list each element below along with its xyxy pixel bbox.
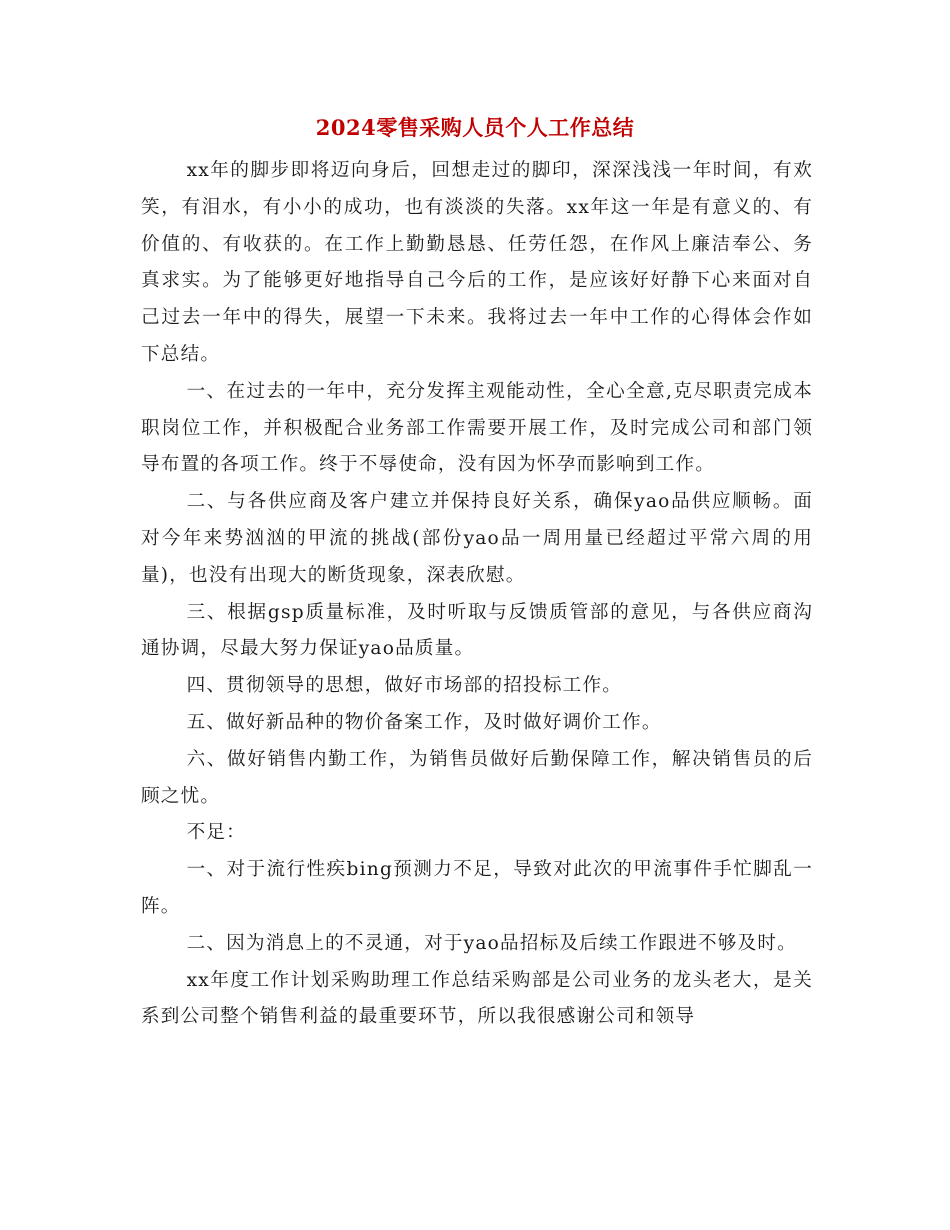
document-title: 2024零售采购人员个人工作总结 bbox=[315, 115, 635, 140]
paragraph-item-6: 六、做好销售内勤工作，为销售员做好后勤保障工作，解决销售员的后顾之忧。 bbox=[141, 748, 813, 807]
paragraph-item-4: 四、贯彻领导的思想，做好市场部的招投标工作。 bbox=[186, 675, 623, 697]
paragraph-item-2: 二、与各供应商及客户建立并保持良好关系，确保yao品供应顺畅。面对今年来势汹汹的甲流的挑战(部份yao品一周用量已经超过平常六周的用量)，也没有出现大的断货现象，深表欣慰。 bbox=[141, 491, 813, 586]
document-body bbox=[141, 153, 813, 1036]
paragraph-shortcoming-2: 二、因为消息上的不灵通，对于yao品招标及后续工作跟进不够及时。 bbox=[186, 932, 797, 954]
paragraph-shortcomings-heading: 不足： bbox=[186, 822, 246, 844]
paragraph-plan: xx年度工作计划采购助理工作总结采购部是公司业务的龙头老大，是关系到公司整个销售利益的最重要环节，所以我很感谢公司和领导 bbox=[141, 969, 813, 1028]
paragraph-intro: xx年的脚步即将迈向身后，回想走过的脚印，深深浅浅一年时间，有欢笑，有泪水，有小小的成功，也有淡淡的失落。xx年这一年是有意义的、有价值的、有收获的。在工作上勤勤恳恳、任劳任怨，在作风上廉洁奉公、务真求实。为了能够更好地指导自己今后的工作，是应该好好静下心来面对自己过去一年中的得失，展望一下未来。我将过去一年中工作的心得体会作如下总结。 bbox=[141, 160, 813, 365]
paragraph-item-1: 一、在过去的一年中，充分发挥主观能动性，全心全意,克尽职责完成本职岗位工作，并积极配合业务部工作需要开展工作，及时完成公司和部门领导布置的各项工作。终于不辱使命，没有因为怀孕而影响到工作。 bbox=[141, 380, 813, 476]
paragraph-item-5: 五、做好新品种的物价备案工作，及时做好调价工作。 bbox=[186, 711, 662, 733]
paragraph-shortcoming-1: 一、对于流行性疾bing预测力不足，导致对此次的甲流事件手忙脚乱一阵。 bbox=[141, 859, 813, 917]
paragraph-item-3: 三、根据gsp质量标准，及时听取与反馈质管部的意见，与各供应商沟通协调，尽最大努力保证yao品质量。 bbox=[141, 601, 813, 660]
